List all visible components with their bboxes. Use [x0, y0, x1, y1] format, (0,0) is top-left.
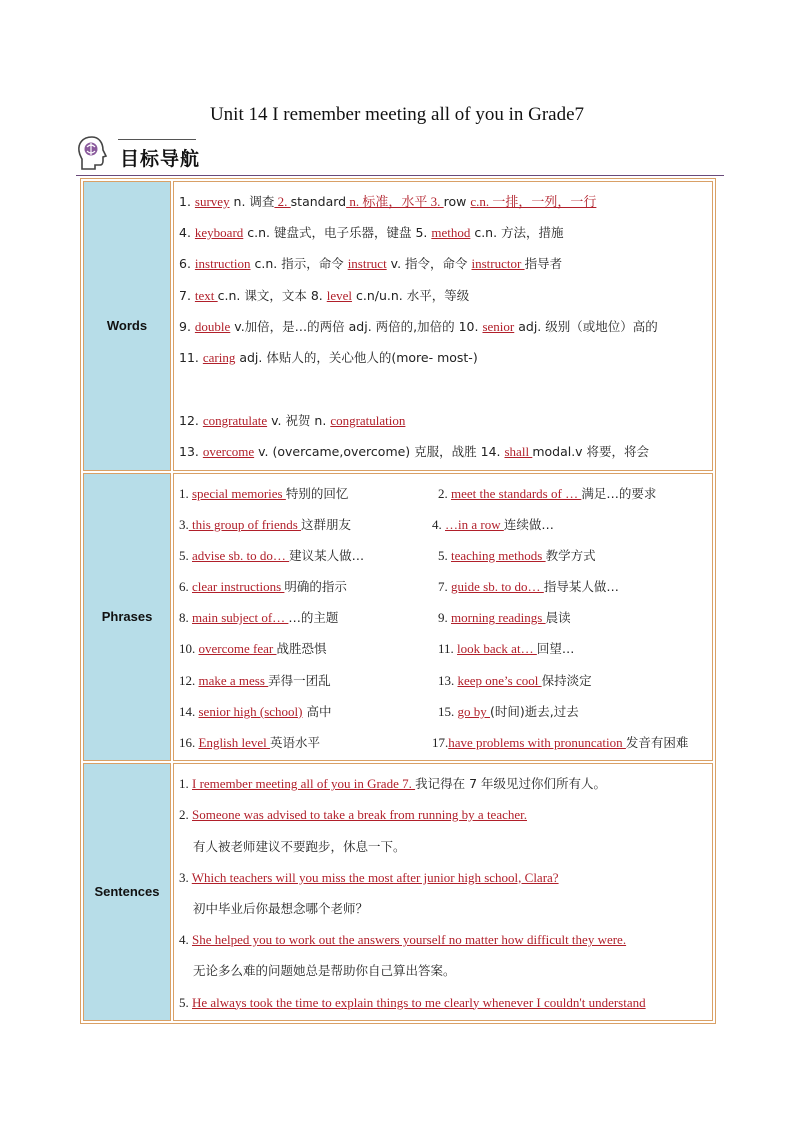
entry-text: 4. — [179, 225, 195, 241]
entry-text: c.n. 键盘式，电子乐器，键盘 5. — [243, 225, 432, 241]
phrase-meaning: 保持淡定 — [541, 672, 592, 688]
answer-text: keep one’s cool — [457, 672, 542, 688]
sentence-entry — [179, 862, 712, 893]
phrase-item — [179, 579, 347, 594]
answer-text: keyboard — [194, 225, 244, 241]
answer-text: c.n. 一排，一列，一行 — [470, 194, 597, 209]
entry-text: c.n. 课文，文本 8. — [217, 287, 327, 303]
page-title: Unit 14 I remember meeting all of you in Grade7 — [209, 104, 585, 125]
entry-text: 1. — [179, 194, 195, 209]
sentence-entry — [179, 768, 712, 799]
answer-text: congratulation — [330, 413, 406, 429]
sentence-translation — [179, 831, 712, 862]
entry-text: row — [443, 194, 471, 209]
phrase-meaning: 满足…的要求 — [581, 485, 657, 501]
phrase-item — [438, 571, 619, 602]
word-entry — [179, 373, 712, 405]
answer-text: text — [194, 287, 218, 303]
sentence-translation — [179, 955, 712, 986]
answer-text: level — [326, 287, 353, 303]
sentence-translation — [179, 893, 712, 924]
answer-text: n. 标准，水平 3. — [346, 194, 444, 209]
entry-text: v. (overcame,overcome) 克服，战胜 14. — [254, 444, 505, 460]
phrase-meaning: 特别的回忆 — [285, 485, 349, 501]
entry-text: adj. 体贴人的，关心他人的(more- most-) — [235, 349, 478, 365]
phrase-meaning: 晨读 — [545, 610, 571, 626]
sentences-content — [173, 763, 713, 1021]
phrase-item — [179, 486, 348, 501]
translation-text: 有人被老师建议不要跑步，休息一下。 — [193, 838, 406, 854]
phrase-meaning: 教学方式 — [545, 547, 596, 563]
phrase-item — [438, 633, 574, 664]
entry-text: standard — [290, 194, 347, 209]
entry-text: adj. 级别（或地位）高的 — [514, 318, 658, 334]
answer-text: method — [431, 225, 471, 241]
sentence-entry — [179, 799, 712, 830]
answer-text: He always took the time to explain things to me clearly whenever I couldn't understand — [192, 994, 646, 1010]
word-entry — [179, 248, 712, 279]
head-brain-icon — [76, 135, 108, 173]
phrase-item — [179, 704, 331, 719]
sentences-label: Sentences — [83, 763, 171, 1021]
phrase-number: 8. — [179, 610, 192, 626]
answer-text: teaching methods — [451, 547, 546, 563]
phrases-content — [173, 473, 713, 762]
header-underline — [76, 175, 724, 176]
word-entry — [179, 311, 712, 342]
entry-text: 9. — [179, 318, 195, 334]
phrase-row — [179, 509, 712, 540]
phrase-meaning: 战胜恐惧 — [276, 641, 327, 657]
answer-text: main subject of… — [192, 610, 289, 626]
phrase-item — [432, 727, 688, 758]
phrase-row — [179, 478, 712, 509]
answer-text: instruct — [347, 256, 387, 272]
entry-text: 6. — [179, 256, 195, 272]
word-entry — [179, 217, 712, 248]
header-top-rule — [118, 139, 196, 140]
answer-text: congratulate — [202, 413, 268, 429]
answer-text: make a mess — [198, 672, 269, 688]
phrase-meaning: 指导某人做… — [543, 579, 619, 595]
entry-text: v.加倍，是…的两倍 adj. 两倍的,加倍的 10. — [230, 318, 483, 334]
phrase-row — [179, 602, 712, 633]
vocabulary-table — [80, 178, 716, 1024]
phrase-number: 7. — [438, 579, 451, 595]
phrase-number: 13. — [438, 672, 458, 688]
words-content — [173, 181, 713, 471]
phrase-item — [438, 540, 596, 571]
words-row — [83, 181, 713, 471]
answer-text: survey — [194, 194, 230, 209]
answer-text: advise sb. to do… — [192, 547, 290, 563]
answer-text: …in a row — [445, 516, 504, 532]
answer-text: I remember meeting all of you in Grade 7. — [192, 776, 416, 792]
phrase-meaning: 高中 — [302, 703, 332, 719]
word-entry — [179, 405, 712, 436]
phrase-item — [179, 610, 338, 625]
phrase-number: 11. — [438, 641, 458, 657]
translation-text: 初中毕业后你最想念哪个老师？ — [193, 900, 369, 916]
phrase-number: 16. — [179, 735, 199, 750]
sentence-number: 3. — [179, 869, 192, 885]
sentence-entry — [179, 924, 712, 955]
phrase-row — [179, 571, 712, 602]
word-entry — [179, 436, 712, 467]
answer-text: instructor — [471, 256, 525, 272]
answer-text: senior high (school) — [198, 703, 303, 719]
answer-text: clear instructions — [192, 579, 285, 595]
phrase-item — [179, 735, 320, 750]
answer-text: shall — [504, 444, 533, 460]
sentence-number: 4. — [179, 932, 192, 948]
phrase-row — [179, 696, 712, 727]
sentence-number: 1. — [179, 776, 192, 792]
phrases-row — [83, 473, 713, 762]
answer-text: English level — [198, 735, 270, 750]
word-entry — [179, 280, 712, 311]
phrase-meaning: (时间)逝去,过去 — [490, 703, 579, 719]
words-label: Words — [83, 181, 171, 471]
phrase-meaning: 连续做… — [503, 516, 554, 532]
sentence-number: 2. — [179, 807, 192, 823]
sentences-row — [83, 763, 713, 1021]
answer-text: morning readings — [451, 610, 546, 626]
phrase-number: 2. — [438, 485, 451, 501]
section-header — [70, 135, 724, 179]
phrase-number: 10. — [179, 641, 199, 657]
phrase-number: 14. — [179, 703, 199, 719]
entry-text: c.n/u.n. 水平，等级 — [352, 287, 470, 303]
phrase-item — [179, 548, 364, 563]
answer-text: overcome — [202, 444, 255, 460]
entry-text: 11. — [179, 349, 203, 365]
answer-text: overcome fear — [198, 641, 277, 657]
entry-text: 12. — [179, 413, 203, 429]
phrase-number: 6. — [179, 579, 192, 595]
phrase-number: 9. — [438, 610, 451, 626]
phrase-item — [179, 641, 326, 656]
phrase-item — [179, 673, 331, 688]
phrase-number: 15. — [438, 703, 458, 719]
answer-text: senior — [482, 318, 515, 334]
phrase-meaning: 这群朋友 — [301, 516, 352, 532]
phrase-number: 5. — [438, 547, 451, 563]
phrase-meaning: 明确的指示 — [284, 579, 347, 595]
entry-text: v. 祝贺 n. — [267, 413, 331, 429]
phrase-item — [438, 665, 592, 696]
answer-text: double — [194, 318, 231, 334]
entry-text: modal.v 将要，将会 — [532, 444, 650, 460]
answer-text: special memories — [192, 485, 286, 501]
section-heading: 目标导航 — [120, 148, 201, 170]
phrase-meaning: 英语水平 — [270, 735, 321, 750]
phrase-number: 17. — [432, 735, 449, 750]
answer-text: caring — [202, 349, 236, 365]
phrase-meaning: 建议某人做… — [289, 547, 365, 563]
answer-text: instruction — [194, 256, 251, 272]
word-entry — [179, 186, 712, 217]
phrases-label: Phrases — [83, 473, 171, 762]
entry-text: 指导者 — [524, 256, 563, 272]
answer-text: Someone was advised to take a break from running by a teacher. — [192, 807, 527, 823]
phrase-number: 1. — [179, 485, 192, 501]
entry-text: 7. — [179, 287, 195, 303]
phrase-meaning: 发音有困难 — [625, 735, 689, 750]
phrase-item — [438, 602, 571, 633]
phrase-row — [179, 540, 712, 571]
phrase-meaning: 回望… — [536, 641, 575, 657]
answer-text: go by — [457, 703, 490, 719]
phrase-item — [438, 478, 656, 509]
entry-text: c.n. 方法，措施 — [470, 225, 564, 241]
translation-text: 我记得在 7 年级见过你们所有人。 — [415, 776, 606, 792]
entry-text: v. 指令，命令 — [386, 256, 472, 272]
entry-text: c.n. 指示，命令 — [250, 256, 348, 272]
entry-text: n. 调查 — [229, 194, 275, 209]
phrase-item — [432, 509, 554, 540]
sentence-number: 5. — [179, 994, 192, 1010]
phrase-row — [179, 665, 712, 696]
phrase-meaning: 弄得一团乱 — [268, 672, 331, 688]
phrase-item — [179, 517, 351, 532]
phrase-number: 4. — [432, 516, 445, 532]
answer-text: guide sb. to do… — [451, 579, 544, 595]
answer-text: look back at… — [457, 641, 537, 657]
phrase-meaning: …的主题 — [288, 610, 339, 626]
answer-text: 2. — [274, 194, 291, 209]
answer-text: Which teachers will you miss the most after junior high school, Clara? — [191, 869, 559, 885]
phrase-number: 5. — [179, 547, 192, 563]
answer-text: She helped you to work out the answers yourself no matter how difficult they were. — [192, 932, 627, 948]
phrase-row — [179, 633, 712, 664]
phrase-item — [438, 696, 579, 727]
answer-text: this group of friends — [188, 516, 302, 532]
phrase-number: 12. — [179, 672, 199, 688]
word-entry — [179, 342, 712, 373]
entry-text: 13. — [179, 444, 203, 460]
phrase-row — [179, 727, 712, 758]
phrase-number: 3. — [179, 516, 189, 532]
translation-text: 无论多么难的问题她总是帮助你自己算出答案。 — [193, 963, 456, 979]
sentence-entry — [179, 987, 712, 1018]
answer-text: meet the standards of … — [451, 485, 582, 501]
answer-text: have problems with pronuncation — [448, 735, 626, 750]
